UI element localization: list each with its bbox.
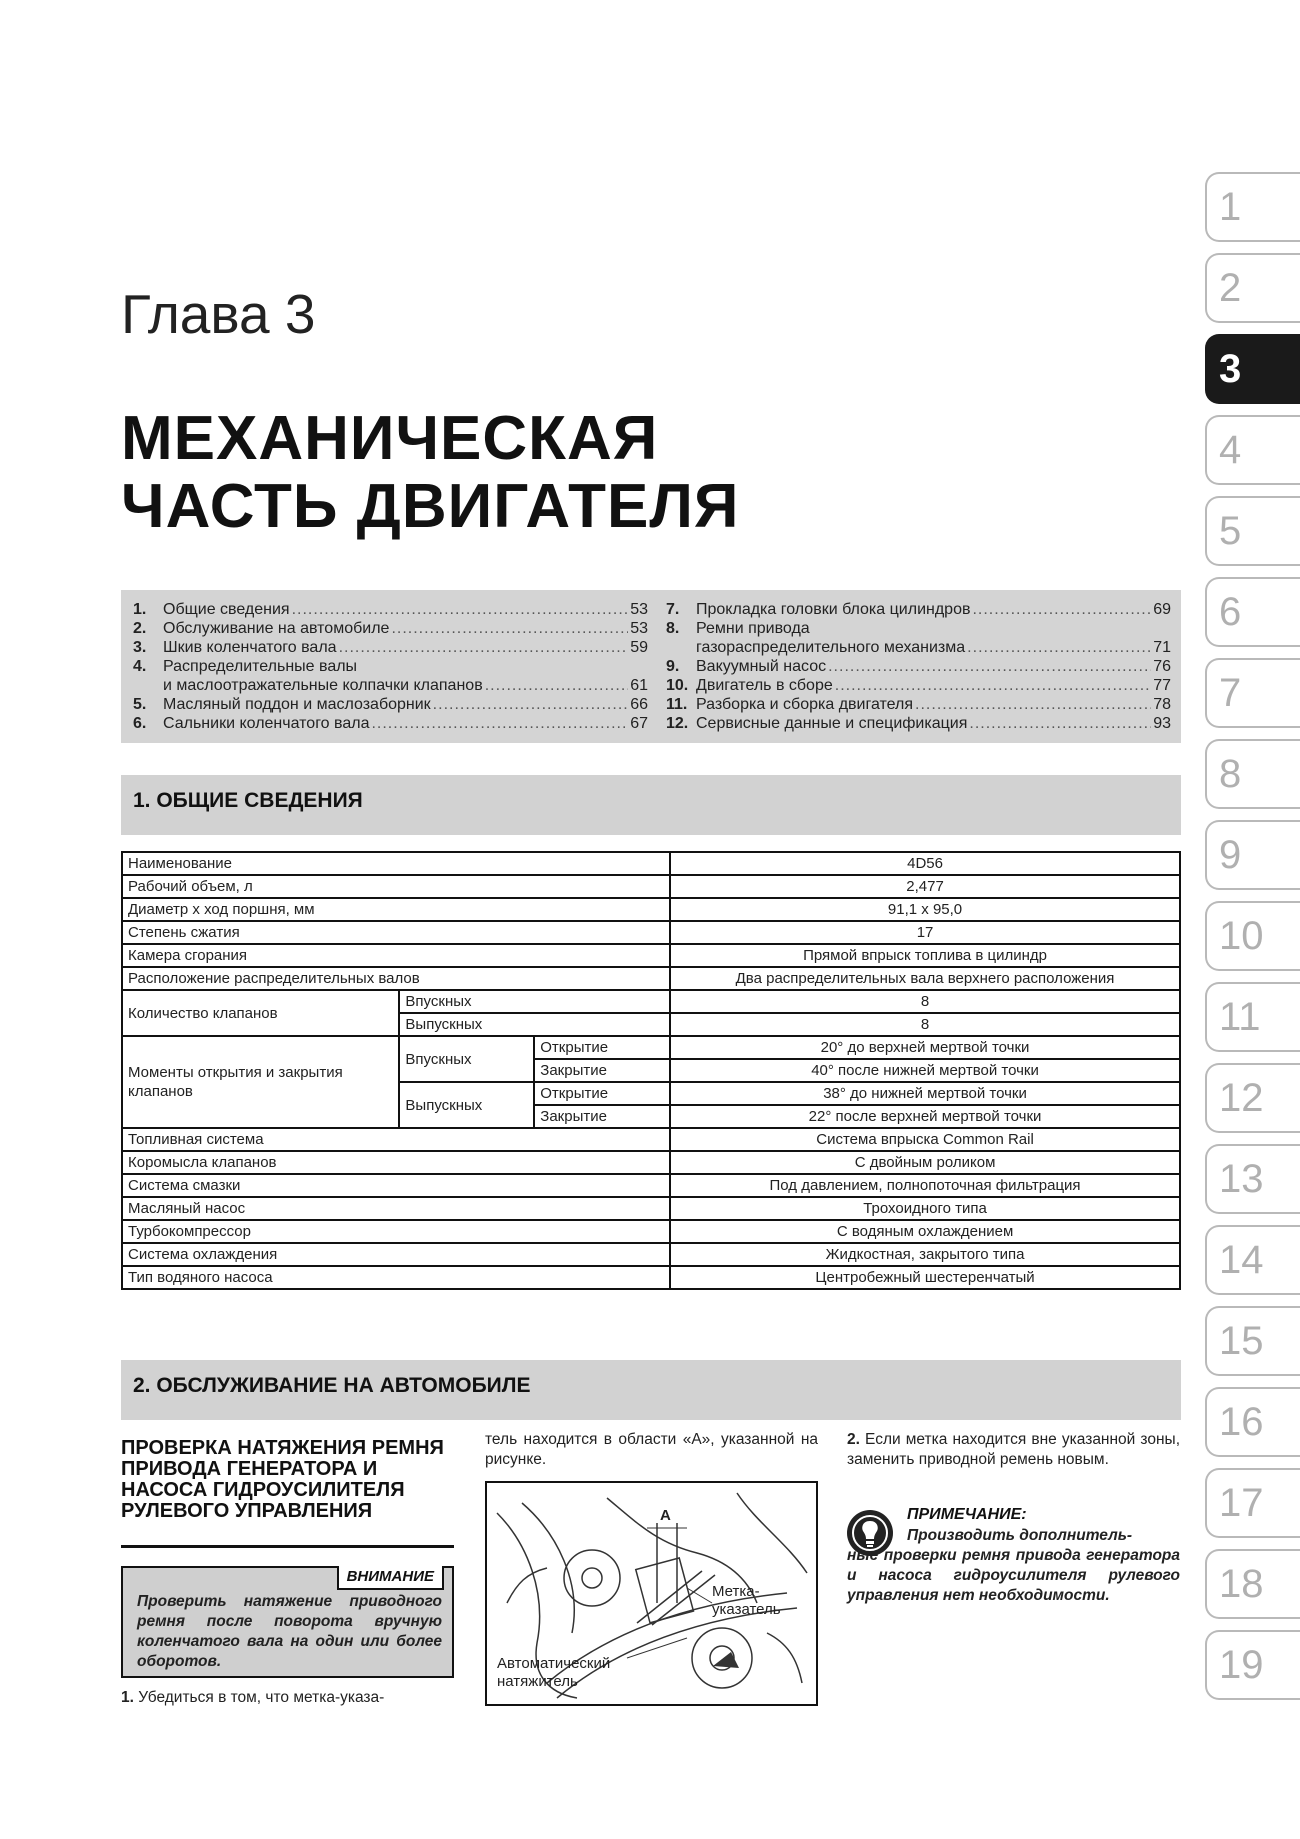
- chapter-tab-6[interactable]: 6: [1205, 577, 1300, 647]
- chapter-tab-18[interactable]: 18: [1205, 1549, 1300, 1619]
- spec-value: 4D56: [670, 852, 1180, 875]
- spec-sublabel: Выпускных: [399, 1082, 534, 1128]
- contents-item-number: 3.: [133, 639, 147, 656]
- chapter-tab-12[interactable]: 12: [1205, 1063, 1300, 1133]
- contents-item-title: Прокладка головки блока цилиндров: [696, 601, 971, 618]
- note-text: [847, 1526, 1180, 1606]
- contents-item[interactable]: [133, 600, 648, 619]
- contents-item-page: 59: [630, 639, 648, 656]
- contents-item-page: 77: [1153, 677, 1171, 694]
- spec-label: Система смазки: [122, 1174, 670, 1197]
- contents-item[interactable]: [133, 638, 648, 657]
- contents-left-column: [133, 600, 648, 733]
- warning-text: Проверить натяжение приводного ремня после поворота вручную коленчатого вала на один или более оборотов.: [137, 1593, 442, 1670]
- figure-label-a: A: [660, 1507, 671, 1524]
- contents-item[interactable]: [133, 695, 648, 714]
- contents-leader: [835, 676, 1151, 695]
- contents-item-number: 4.: [133, 658, 147, 675]
- contents-item-page: 93: [1153, 715, 1171, 732]
- spec-label: Диаметр х ход поршня, мм: [122, 898, 670, 921]
- contents-item[interactable]: [666, 600, 1171, 619]
- subsection-heading: ПРОВЕРКА НАТЯЖЕНИЯ РЕМНЯ ПРИВОДА ГЕНЕРАТОРА И НАСОСА ГИДРОУСИЛИТЕЛЯ РУЛЕВОГО УПРАВЛЕНИЯ: [121, 1437, 444, 1522]
- table-row: [122, 1197, 1180, 1220]
- spec-value: 91,1 х 95,0: [670, 898, 1180, 921]
- contents-item-page: 67: [630, 715, 648, 732]
- chapter-tab-5[interactable]: 5: [1205, 496, 1300, 566]
- spec-label: Наименование: [122, 852, 670, 875]
- contents-item-number: 10.: [666, 677, 689, 694]
- spec-value: 2,477: [670, 875, 1180, 898]
- spec-sublabel: Открытие: [534, 1036, 670, 1059]
- chapter-tab-10[interactable]: 10: [1205, 901, 1300, 971]
- chapter-tab-19[interactable]: 19: [1205, 1630, 1300, 1700]
- contents-item-title: Распределительные валы: [163, 658, 358, 675]
- contents-item-title: и маслоотражательные колпачки клапанов: [163, 677, 483, 694]
- spec-value: 20° до верхней мертвой точки: [670, 1036, 1180, 1059]
- table-row: [122, 1151, 1180, 1174]
- contents-leader: [371, 714, 628, 733]
- chapter-tab-17[interactable]: 17: [1205, 1468, 1300, 1538]
- spec-value: 17: [670, 921, 1180, 944]
- contents-item-number: 5.: [133, 696, 147, 713]
- chapter-title: [121, 405, 739, 541]
- chapter-tab-3[interactable]: 3: [1205, 334, 1300, 404]
- chapter-title-line-1: МЕХАНИЧЕСКАЯ: [121, 404, 659, 473]
- chapter-tab-7[interactable]: 7: [1205, 658, 1300, 728]
- contents-item-title: Разборка и сборка двигателя: [696, 696, 914, 713]
- note-title: ПРИМЕЧАНИЕ:: [907, 1506, 1027, 1523]
- step-1: [121, 1688, 454, 1708]
- contents-item-number: [133, 676, 163, 695]
- chapter-tab-14[interactable]: 14: [1205, 1225, 1300, 1295]
- spec-value: Система впрыска Common Rail: [670, 1128, 1180, 1151]
- spec-value: С водяным охлаждением: [670, 1220, 1180, 1243]
- contents-item-page: 78: [1153, 696, 1171, 713]
- contents-item[interactable]: [133, 676, 648, 695]
- contents-leader: [969, 714, 1151, 733]
- chapter-tab-11[interactable]: 11: [1205, 982, 1300, 1052]
- spec-value: 8: [670, 1013, 1180, 1036]
- spec-label: Турбокомпрессор: [122, 1220, 670, 1243]
- contents-item-number: [666, 638, 696, 657]
- chapter-tab-16[interactable]: 16: [1205, 1387, 1300, 1457]
- contents-leader: [915, 695, 1151, 714]
- contents-item-title: Масляный поддон и маслозаборник: [163, 696, 431, 713]
- chapter-tab-2[interactable]: 2: [1205, 253, 1300, 323]
- spec-value: С двойным роликом: [670, 1151, 1180, 1174]
- table-row: [122, 921, 1180, 944]
- spec-sublabel: Выпускных: [399, 1013, 670, 1036]
- contents-item-number: 2.: [133, 620, 147, 637]
- note-text-rest: ные проверки ремня привода генератора и насоса гидроусилителя рулевого управления нет необходимости.: [847, 1547, 1180, 1604]
- table-row: [122, 1174, 1180, 1197]
- contents-item[interactable]: [133, 619, 648, 638]
- contents-item-number: 7.: [666, 601, 680, 618]
- contents-item-title: Вакуумный насос: [696, 658, 827, 675]
- contents-leader: [339, 638, 629, 657]
- table-row: [122, 1220, 1180, 1243]
- table-row: [122, 898, 1180, 921]
- contents-leader: [292, 600, 629, 619]
- spec-sublabel: Открытие: [534, 1082, 670, 1105]
- contents-item-title: Обслуживание на автомобиле: [163, 620, 390, 637]
- spec-label: Коромысла клапанов: [122, 1151, 670, 1174]
- contents-item-number: 1.: [133, 601, 147, 618]
- spec-label: Степень сжатия: [122, 921, 670, 944]
- contents-item-number: 9.: [666, 658, 680, 675]
- chapter-tab-9[interactable]: 9: [1205, 820, 1300, 890]
- chapter-tab-4[interactable]: 4: [1205, 415, 1300, 485]
- chapter-title-line-2: ЧАСТЬ ДВИГАТЕЛЯ: [121, 472, 740, 541]
- contents-item-number: 11.: [666, 696, 688, 713]
- table-row: [122, 967, 1180, 990]
- spec-sublabel: Впускных: [399, 1036, 534, 1082]
- contents-item-number: 12.: [666, 715, 689, 732]
- section-heading-maintenance: [121, 1360, 1181, 1420]
- contents-item-page: 53: [630, 620, 648, 637]
- contents-item-page: 76: [1153, 658, 1171, 675]
- spec-label: Расположение распределительных валов: [122, 967, 670, 990]
- contents-leader: [828, 657, 1151, 676]
- contents-item-page: 69: [1153, 601, 1171, 618]
- spec-value: Под давлением, полнопоточная фильтрация: [670, 1174, 1180, 1197]
- contents-item-title: газораспределительного механизма: [696, 639, 966, 656]
- contents-item[interactable]: [666, 676, 1171, 695]
- spec-value: Прямой впрыск топлива в цилиндр: [670, 944, 1180, 967]
- contents-item-page: 53: [630, 601, 648, 618]
- chapter-tab-8[interactable]: 8: [1205, 739, 1300, 809]
- spec-label: Камера сгорания: [122, 944, 670, 967]
- spec-value: Два распределительных вала верхнего расположения: [670, 967, 1180, 990]
- contents-item[interactable]: [133, 714, 648, 733]
- spec-sublabel: Закрытие: [534, 1105, 670, 1128]
- step-text: Убедиться в том, что метка-указа-: [138, 1689, 385, 1706]
- spec-label: Масляный насос: [122, 1197, 670, 1220]
- table-row: [122, 1243, 1180, 1266]
- step-1-continued: тель находится в области «А», указанной на рисунке.: [485, 1431, 818, 1468]
- table-row: [122, 875, 1180, 898]
- spec-value: Жидкостная, закрытого типа: [670, 1243, 1180, 1266]
- contents-item[interactable]: [666, 619, 1171, 638]
- table-row: [122, 1036, 1180, 1059]
- spec-sublabel: Впускных: [399, 990, 670, 1013]
- note-text-first: Производить дополнитель-: [907, 1527, 1133, 1544]
- spec-label: Моменты открытия и закрытия клапанов: [122, 1036, 399, 1128]
- belt-tensioner-figure: [485, 1481, 818, 1706]
- contents-leader: [972, 600, 1151, 619]
- section-heading-general: [121, 775, 1181, 835]
- spec-label: Топливная система: [122, 1128, 670, 1151]
- figure-label-tensioner: Автоматический натяжитель: [497, 1655, 611, 1690]
- chapter-tab-15[interactable]: 15: [1205, 1306, 1300, 1376]
- contents-item[interactable]: [666, 657, 1171, 676]
- chapter-contents: [121, 590, 1181, 743]
- section-title: 1. ОБЩИЕ СВЕДЕНИЯ: [133, 789, 363, 812]
- contents-item-number: 6.: [133, 715, 147, 732]
- divider: [121, 1545, 454, 1548]
- contents-item[interactable]: [133, 657, 648, 676]
- contents-item-page: 61: [630, 677, 648, 694]
- contents-item-title: Ремни привода: [696, 620, 810, 637]
- spec-label: Количество клапанов: [122, 990, 399, 1036]
- section-title: 2. ОБСЛУЖИВАНИЕ НА АВТОМОБИЛЕ: [133, 1374, 531, 1397]
- spec-value: Центробежный шестеренчатый: [670, 1266, 1180, 1289]
- chapter-tabs: [1205, 172, 1300, 1711]
- spec-value: Трохоидного типа: [670, 1197, 1180, 1220]
- warning-box: [121, 1566, 454, 1678]
- engine-spec-table: [121, 851, 1181, 1290]
- contents-item[interactable]: [666, 638, 1171, 657]
- contents-item-number: 8.: [666, 620, 680, 637]
- contents-leader: [967, 638, 1151, 657]
- contents-leader: [433, 695, 629, 714]
- chapter-label: Глава 3: [121, 283, 316, 345]
- spec-label: Рабочий объем, л: [122, 875, 670, 898]
- contents-item-title: Сальники коленчатого вала: [163, 715, 370, 732]
- table-row: [122, 990, 1180, 1013]
- contents-item[interactable]: [666, 695, 1171, 714]
- table-row: [122, 1266, 1180, 1289]
- spec-label: Система охлаждения: [122, 1243, 670, 1266]
- contents-item-title: Шкив коленчатого вала: [163, 639, 337, 656]
- spec-value: 38° до нижней мертвой точки: [670, 1082, 1180, 1105]
- table-row: [122, 944, 1180, 967]
- step-text: Если метка находится вне указанной зоны, заменить приводной ремень новым.: [847, 1431, 1180, 1468]
- warning-tag: ВНИМАНИЕ: [337, 1566, 444, 1590]
- contents-leader: [485, 676, 629, 695]
- table-row: [122, 1128, 1180, 1151]
- figure-label-pointer: Метка-указатель: [712, 1583, 781, 1618]
- spec-value: 40° после нижней мертвой точки: [670, 1059, 1180, 1082]
- step-2: [847, 1430, 1180, 1470]
- contents-item-page: 66: [630, 696, 648, 713]
- step-number: 2.: [847, 1431, 860, 1448]
- spec-value: 22° после верхней мертвой точки: [670, 1105, 1180, 1128]
- contents-item-title: Сервисные данные и спецификация: [696, 715, 968, 732]
- spec-label: Тип водяного насоса: [122, 1266, 670, 1289]
- spec-sublabel: Закрытие: [534, 1059, 670, 1082]
- contents-item-page: 71: [1153, 639, 1171, 656]
- step-number: 1.: [121, 1689, 134, 1706]
- contents-item-title: Общие сведения: [163, 601, 290, 618]
- chapter-tab-1[interactable]: 1: [1205, 172, 1300, 242]
- spec-value: 8: [670, 990, 1180, 1013]
- table-row: [122, 852, 1180, 875]
- contents-item[interactable]: [666, 714, 1171, 733]
- chapter-tab-13[interactable]: 13: [1205, 1144, 1300, 1214]
- contents-leader: [391, 619, 628, 638]
- contents-item-title: Двигатель в сборе: [696, 677, 833, 694]
- contents-right-column: [666, 600, 1171, 733]
